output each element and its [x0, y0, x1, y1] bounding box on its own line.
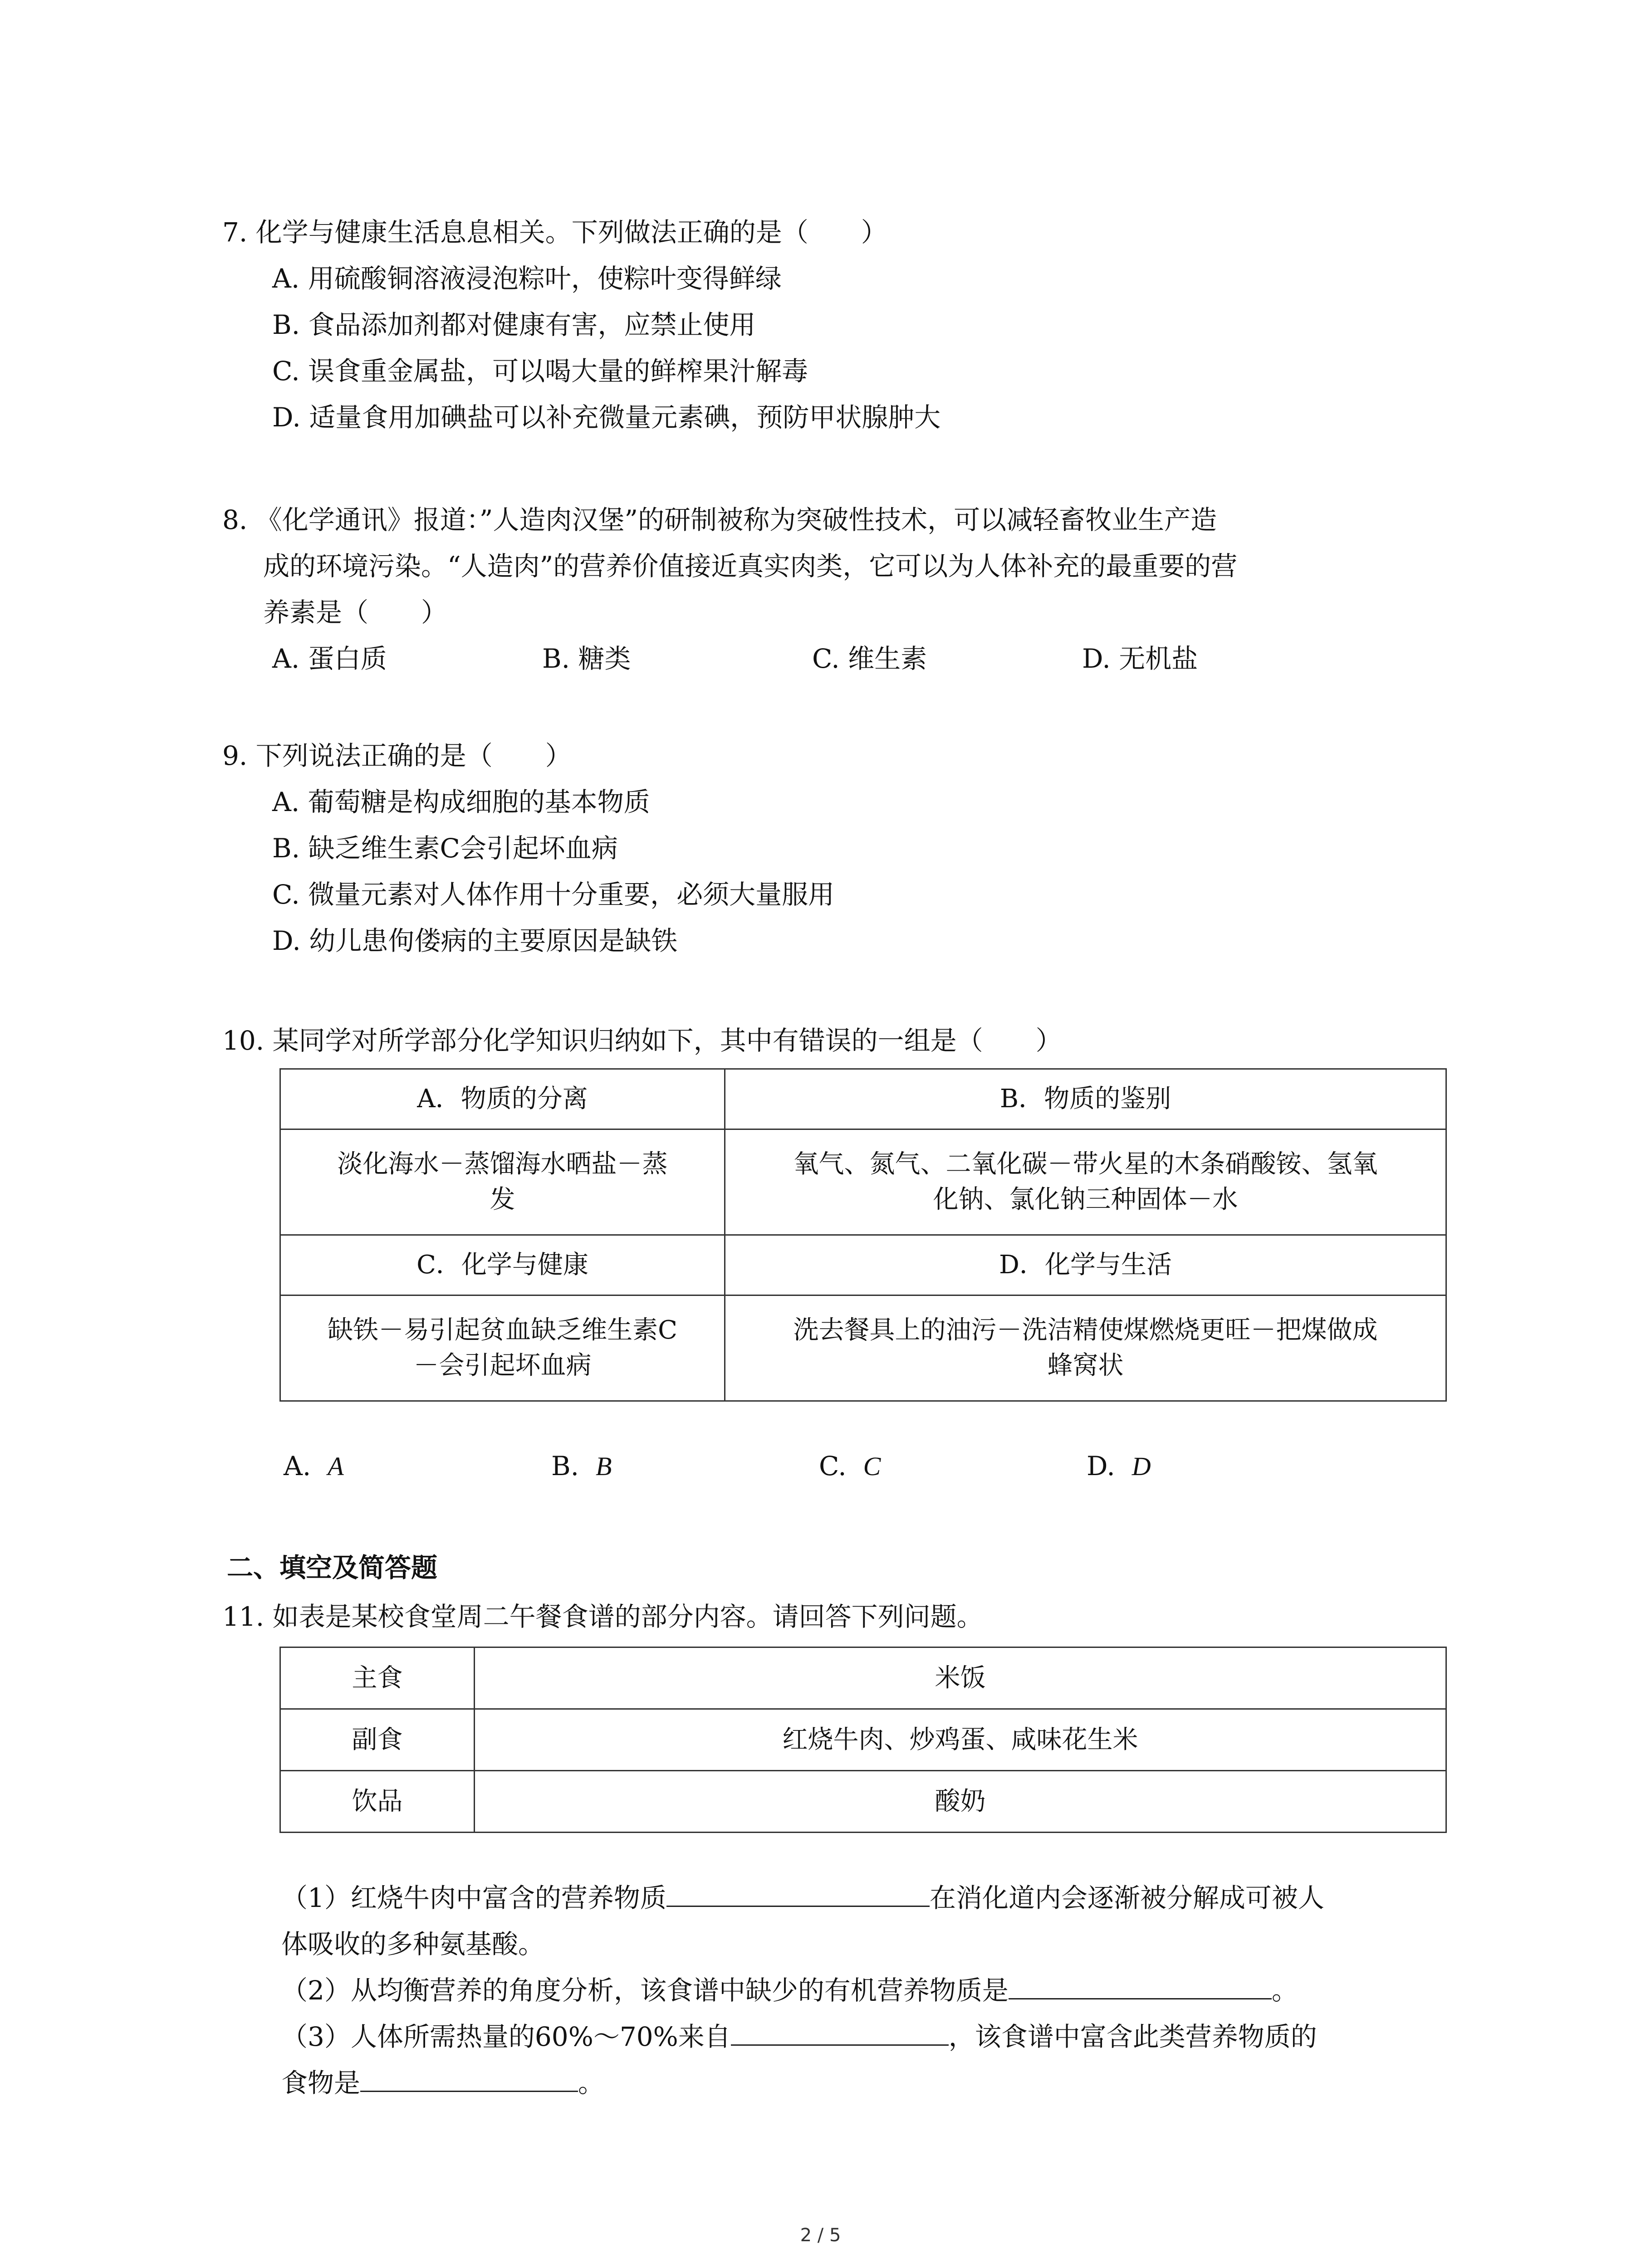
text-run: 。: [578, 2068, 605, 2098]
q8-stem-line-2: 成的环境污染。“人造肉”的营养价值接近真实肉类，它可以为人体补充的最重要的营: [263, 551, 1238, 582]
q11-menu-table: [279, 1647, 1447, 1833]
q9-option-d: D. 幼儿患佝偻病的主要原因是缺铁: [272, 925, 678, 956]
q10-option-d: [1087, 1450, 1151, 1483]
q8-option-b: B. 糖类: [542, 643, 631, 674]
text-run: 。: [1271, 1975, 1298, 2006]
text-run: （1）红烧牛肉中富含的营养物质: [281, 1882, 666, 1913]
option-letter: D.: [1087, 1451, 1115, 1481]
menu-label-side: 副食: [280, 1709, 475, 1771]
q7-option-c: C. 误食重金属盐，可以喝大量的鲜榨果汁解毒: [272, 356, 808, 386]
cell-line: 洗去餐具上的油污－洗洁精使煤燃烧更旺－把煤做成: [793, 1315, 1378, 1345]
q10-knowledge-table: [279, 1068, 1447, 1402]
q8-option-a: A. 蛋白质: [272, 643, 387, 674]
option-letter: B.: [551, 1451, 579, 1481]
option-value: C: [863, 1452, 881, 1481]
q7-option-d: D. 适量食用加碘盐可以补充微量元素碘，预防甲状腺肿大: [272, 402, 941, 433]
cell-line: －会引起坏血病: [413, 1351, 592, 1380]
option-value: D: [1132, 1452, 1151, 1481]
menu-value-drink: 酸奶: [475, 1771, 1446, 1833]
table-cell-c-body: [280, 1295, 725, 1401]
option-value: A: [328, 1452, 344, 1481]
q11-stem: 11. 如表是某校食堂周二午餐食谱的部分内容。请回答下列问题。: [222, 1601, 983, 1632]
q9-option-a: A. 葡萄糖是构成细胞的基本物质: [272, 787, 650, 817]
cell-line: 蜂窝状: [1047, 1351, 1124, 1380]
table-cell-d-body: [725, 1295, 1446, 1401]
menu-value-staple: 米饭: [475, 1647, 1446, 1709]
cell-line: 氧气、氮气、二氧化碳－带火星的木条硝酸铵、氢氧: [793, 1149, 1378, 1179]
answer-blank-4[interactable]: [360, 2067, 578, 2092]
q8-option-d: D. 无机盐: [1082, 643, 1198, 674]
answer-blank-1[interactable]: [666, 1882, 930, 1907]
table-cell-a-body: [280, 1129, 725, 1235]
section-title: 二、填空及简答题: [227, 1552, 438, 1583]
q10-option-a: [284, 1450, 344, 1483]
option-value: B: [595, 1452, 612, 1481]
q11-part2: [281, 1974, 1298, 2007]
q10-option-c: [819, 1450, 881, 1483]
q7-option-a: A. 用硫酸铜溶液浸泡粽叶，使粽叶变得鲜绿: [272, 263, 782, 294]
q9-option-c: C. 微量元素对人体作用十分重要，必须大量服用: [272, 879, 835, 910]
answer-blank-3[interactable]: [731, 2021, 949, 2046]
menu-label-drink: 饮品: [280, 1771, 475, 1833]
text-run: （3）人体所需热量的60%～70%来自: [281, 2021, 731, 2052]
q11-part1-line1: [281, 1882, 1324, 1914]
q9-option-b: B. 缺乏维生素C会引起坏血病: [272, 833, 618, 864]
menu-value-side: 红烧牛肉、炒鸡蛋、咸味花生米: [475, 1709, 1446, 1771]
option-letter: C.: [819, 1451, 847, 1481]
q11-part3-line2: [281, 2067, 604, 2099]
table-cell-b-head: B．物质的鉴别: [725, 1069, 1446, 1129]
q10-option-b: [551, 1450, 612, 1483]
cell-line: 缺铁－易引起贫血缺乏维生素C: [328, 1315, 677, 1345]
answer-blank-2[interactable]: [1009, 1975, 1272, 1999]
menu-label-staple: 主食: [280, 1647, 475, 1709]
q7-stem: 7. 化学与健康生活息息相关。下列做法正确的是（ ）: [222, 217, 887, 248]
text-run: 在消化道内会逐渐被分解成可被人: [929, 1882, 1324, 1913]
text-run: ，该食谱中富含此类营养物质的: [948, 2021, 1317, 2052]
q11-part1-line2: 体吸收的多种氨基酸。: [281, 1929, 545, 1960]
table-cell-d-head: D．化学与生活: [725, 1235, 1446, 1295]
option-letter: A.: [284, 1451, 311, 1481]
cell-line: 化钠、氯化钠三种固体－水: [933, 1185, 1238, 1214]
page-number: 2 / 5: [800, 2225, 841, 2246]
q9-stem: 9. 下列说法正确的是（ ）: [222, 740, 572, 771]
table-cell-c-head: C．化学与健康: [280, 1235, 725, 1295]
q8-option-c: C. 维生素: [812, 643, 927, 674]
table-cell-b-body: [725, 1129, 1446, 1235]
table-cell-a-head: A．物质的分离: [280, 1069, 725, 1129]
q10-stem: 10. 某同学对所学部分化学知识归纳如下，其中有错误的一组是（ ）: [222, 1025, 1062, 1056]
q8-stem-line-1: 8. 《化学通讯》报道：”人造肉汉堡”的研制被称为突破性技术，可以减轻畜牧业生产造: [222, 504, 1217, 535]
q11-part3-line1: [281, 2020, 1317, 2053]
q8-stem-line-3: 养素是（ ）: [263, 597, 448, 628]
text-run: （2）从均衡营养的角度分析，该食谱中缺少的有机营养物质是: [281, 1975, 1009, 2006]
cell-line: 淡化海水－蒸馏海水晒盐－蒸: [337, 1149, 668, 1179]
cell-line: 发: [490, 1185, 515, 1214]
q7-option-b: B. 食品添加剂都对健康有害，应禁止使用: [272, 309, 756, 340]
text-run: 食物是: [281, 2068, 361, 2098]
